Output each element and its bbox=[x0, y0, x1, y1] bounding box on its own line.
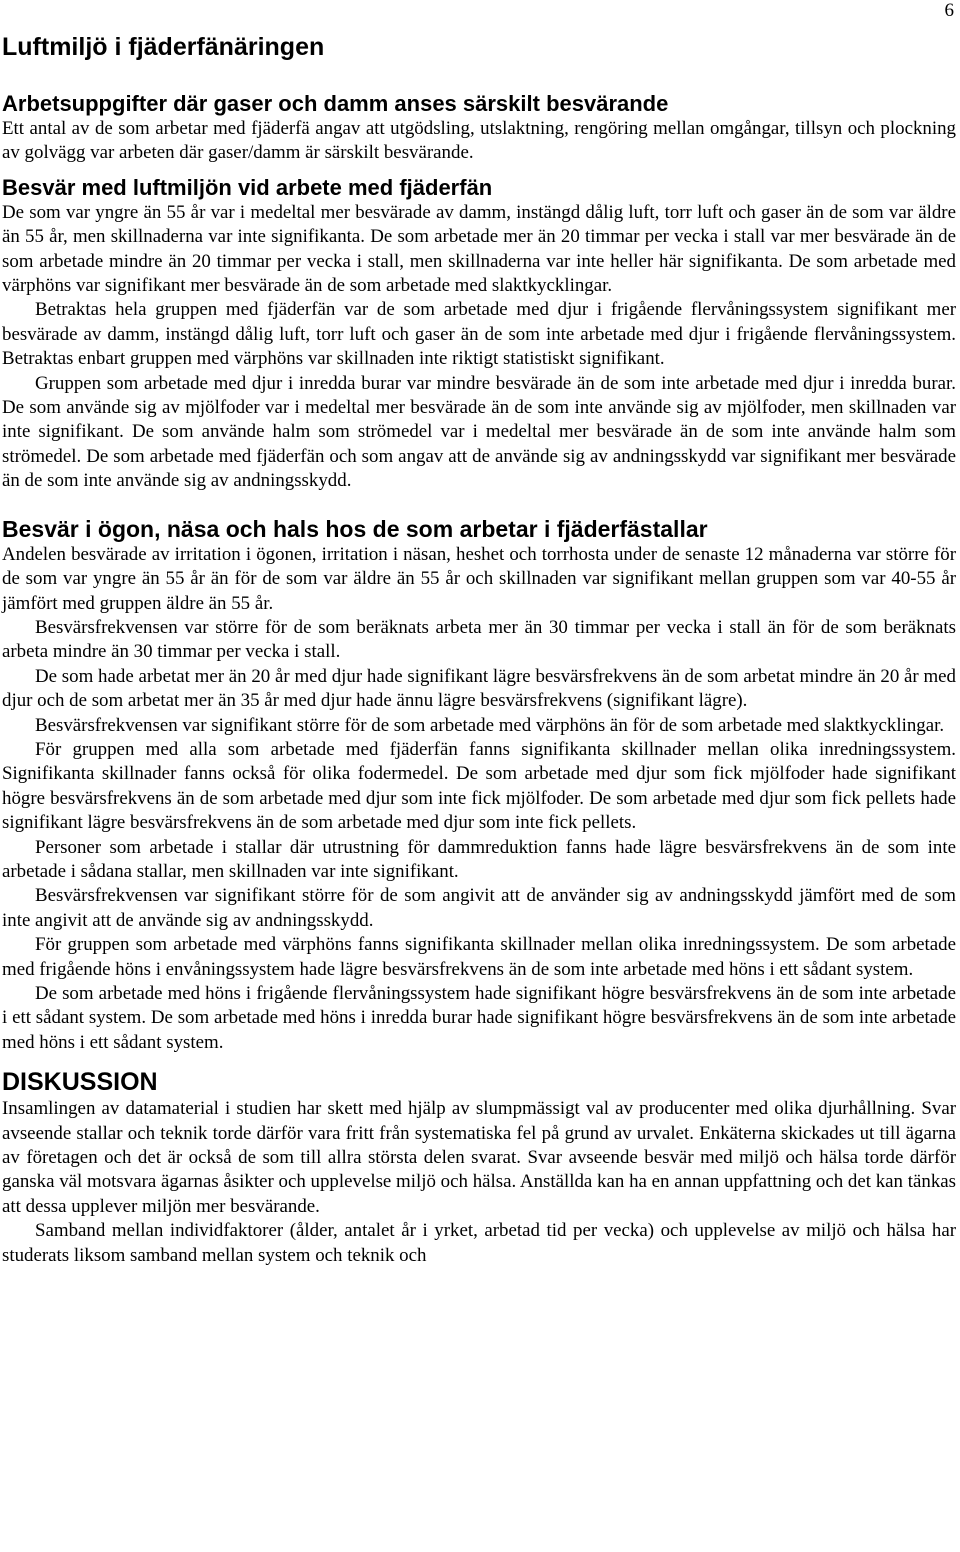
paragraph: Besvärsfrekvensen var signifikant större för de som arbetade med värphöns än för de som arbetade med slaktkycklingar. bbox=[35, 714, 945, 736]
section-heading-air-complaints: Besvär med luftmiljön vid arbete med fjäderfän bbox=[2, 174, 493, 200]
paragraph: Personer som arbetade i stallar där utrustning för dammreduktion fanns hade lägre besvärsfrekvens än de som inte arbetade i sådana stallar, men skillnaden var inte signifikant. bbox=[2, 836, 956, 882]
paragraph: Gruppen som arbetade med djur i inredda burar var mindre besvärade än de som inte arbetade med djur i inredda burar. De som använde sig av mjölfoder var i medeltal mer besvärade än de som inte använde sig av mjölfoder, men skillnaden var inte signifikant. De som använde halm som strömedel var i medeltal mer besvärade än de som inte använde halm som strömedel. De som arbetade med fjäderfän och som angav att de använde sig av andningsskydd var signifikant mer besvärade än de som inte använde sig av andningsskydd. bbox=[2, 372, 956, 492]
paragraph: För gruppen med alla som arbetade med fjäderfän fanns signifikanta skillnader mellan olika inredningssystem. Signifikanta skillnader fanns också för olika fodermedel. De som arbetade med djur som fick mjölfoder hade signifikant högre besvärsfrekvens än de som arbetade med djur som inte fick mjölfoder. De som arbetade med djur som fick pellets hade signifikant lägre besvärsfrekvens än de som arbetade med djur som inte fick pellets. bbox=[2, 738, 956, 834]
section-heading-eye-nose-throat: Besvär i ögon, näsa och hals hos de som arbetar i fjäderfästallar bbox=[2, 515, 708, 542]
section-heading-work-tasks: Arbetsuppgifter där gaser och damm anses särskilt besvärande bbox=[2, 91, 669, 116]
paragraph: Ett antal av de som arbetar med fjäderfä angav att utgödsling, utslaktning, rengöring mellan omgångar, tillsyn och plockning av golvägg var arbeten där gaser/damm är särskilt besvärande. bbox=[2, 118, 956, 164]
paragraph: För gruppen som arbetade med värphöns fanns signifikanta skillnader mellan olika inredningssystem. De som arbetade med frigående höns i envåningssystem hade lägre besvärsfrekvens än de som inte arbetade med höns i ett sådant system. bbox=[2, 934, 956, 980]
page-number: 6 bbox=[944, 0, 954, 21]
paragraph: Besvärsfrekvensen var större för de som beräknats arbeta mer än 30 timmar per vecka i stall än för de som beräknats arbeta mindre än 30 timmar per vecka i stall. bbox=[2, 616, 956, 663]
paragraph: Andelen besvärade av irritation i ögonen, irritation i näsan, heshet och torrhosta under de senaste 12 månaderna var större för de som var yngre än 55 år än för de som var äldre än 55 år och skillnaden var signifikant mellan gruppen som var 40-55 år jämfört med gruppen äldre än 55 år. bbox=[2, 543, 956, 614]
section-heading-discussion: DISKUSSION bbox=[2, 1068, 158, 1097]
paragraph: De som hade arbetat mer än 20 år med djur hade signifikant lägre besvärsfrekvens än de som arbetat mindre än 20 år med djur och de som arbetat mer än 35 år med djur hade ännu lägre besvärsfrekvens (signifikant lägre). bbox=[2, 665, 956, 712]
paragraph: Insamlingen av datamaterial i studien har skett med hjälp av slumpmässigt val av producenter med olika djurhållning. Svar avseende stallar och teknik torde därför vara fritt från systematiska fel på grund av urvalet. Enkäterna skickades ut till ägarna av företagen och det är också de som till allra största delen svarat. Svar avseende besvär med miljö och hälsa torde därför ganska väl motsvara ägarnas åsikter och upplevelse miljö och hälsa. Anställda kan ha en annan uppfattning och det kan tänkas att dessa upplever miljön mer besvärande. bbox=[2, 1098, 956, 1217]
paragraph: Betraktas hela gruppen med fjäderfän var de som arbetade med djur i frigående flervåningssystem signifikant mer besvärade av damm, instängd dålig luft, torr luft och gaser än de som inte arbetade med djur i frigående flervåningssystem. Betraktas enbart gruppen med värphöns var skillnaden inte riktigt statistiskt signifikant. bbox=[2, 299, 956, 370]
paragraph: Besvärsfrekvensen var signifikant större för de som angivit att de använder sig av andningsskydd jämfört med de som inte angivit att de använde sig av andningsskydd. bbox=[2, 885, 956, 931]
document-title: Luftmiljö i fjäderfänäringen bbox=[2, 33, 325, 61]
paragraph: De som arbetade med höns i frigående flervåningssystem hade signifikant högre besvärsfrekvens än de som inte arbetade i ett sådant system. De som arbetade med höns i inredda burar hade signifikant högre besvärsfrekvens än de som inte arbetade med höns i ett sådant system. bbox=[2, 983, 956, 1053]
paragraph: De som var yngre än 55 år var i medeltal mer besvärade av damm, instängd dålig luft, torr luft och gaser än de som var äldre än 55 år, men skillnaderna var inte signifikanta. De som arbetade mer än 20 timmar per vecka i stall var mer besvärade än de som arbetade mindre än 20 timmar per vecka i stall, men skillnaderna var inte heller här signifikanta. De som arbetade med värphöns var signifikant mer besvärade än de som arbetade med slaktkycklingar. bbox=[2, 201, 956, 297]
paragraph: Samband mellan individfaktorer (ålder, antalet år i yrket, arbetad tid per vecka) och upplevelse av miljö och hälsa har studerats liksom samband mellan system och teknik och bbox=[2, 1220, 956, 1266]
